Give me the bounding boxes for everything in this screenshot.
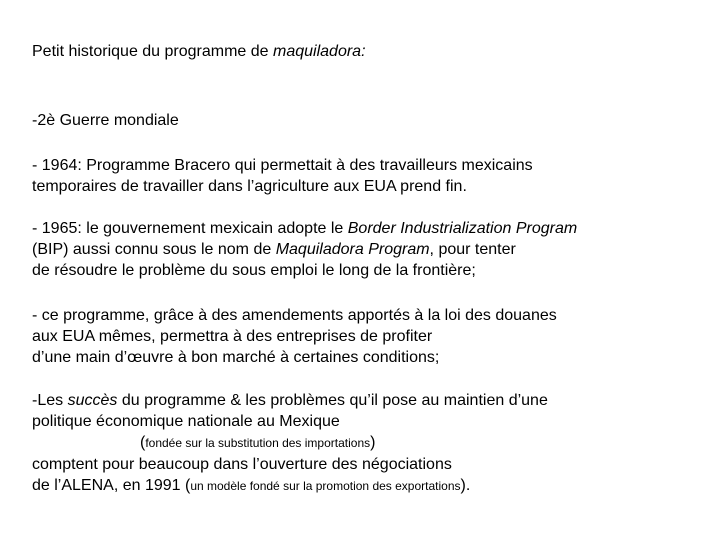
bullet-success-line5-close: ). <box>460 477 471 494</box>
bullet-1964 <box>32 155 533 197</box>
bullet-success-emphasis: succès <box>67 392 118 409</box>
bullet-1965-line2-suffix: , pour tenter <box>429 241 516 258</box>
bullet-success-line1-prefix: -Les <box>32 392 68 409</box>
bullet-1965-program-name: Border Industrialization Program <box>347 220 578 237</box>
bullet-ww2: -2è Guerre mondiale <box>32 112 179 129</box>
bullet-success <box>32 390 548 497</box>
bullet-1965 <box>32 218 577 281</box>
bullet-1964-line2: temporaires de travailler dans l’agriculture aux EUA prend fin. <box>32 178 467 195</box>
note-open-paren: ( <box>140 434 146 451</box>
bullet-success-line2: politique économique nationale au Mexique <box>32 413 340 430</box>
bullet-1965-maquiladora-program: Maquiladora Program <box>275 241 430 258</box>
bullet-1965-line3: de résoudre le problème du sous emploi le long de la frontière; <box>32 262 476 279</box>
bullet-success-note <box>32 432 375 454</box>
title-prefix: Petit historique du programme de <box>32 43 274 60</box>
title-emphasis: maquiladora: <box>273 43 366 60</box>
bullet-amendments-line2: aux EUA mêmes, permettra à des entreprises de profiter <box>32 328 433 345</box>
bullet-amendments-line1: - ce programme, grâce à des amendements apportés à la loi des douanes <box>32 307 557 324</box>
bullet-amendments <box>32 305 557 368</box>
bullet-1965-line2-prefix: (BIP) aussi connu sous le nom de <box>32 241 276 258</box>
bullet-success-line4: comptent pour beaucoup dans l’ouverture des négociations <box>32 456 452 473</box>
bullet-success-line1-suffix: du programme & les problèmes qu’il pose au maintien d’une <box>117 392 548 409</box>
slide-title <box>32 41 366 62</box>
note-substitution-text: fondée sur la substitution des importations <box>145 436 371 450</box>
bullet-1964-line1: - 1964: Programme Bracero qui permettait à des travailleurs mexicains <box>32 157 533 174</box>
bullet-1965-line1-prefix: - 1965: le gouvernement mexicain adopte le <box>32 220 348 237</box>
bullet-success-line5-prefix: de l’ALENA, en 1991 ( <box>32 477 191 494</box>
bullet-amendments-line3: d’une main d’œuvre à bon marché à certaines conditions; <box>32 349 440 366</box>
note-close-paren: ) <box>370 434 376 451</box>
alena-note-text: un modèle fondé sur la promotion des exportations <box>190 479 461 493</box>
